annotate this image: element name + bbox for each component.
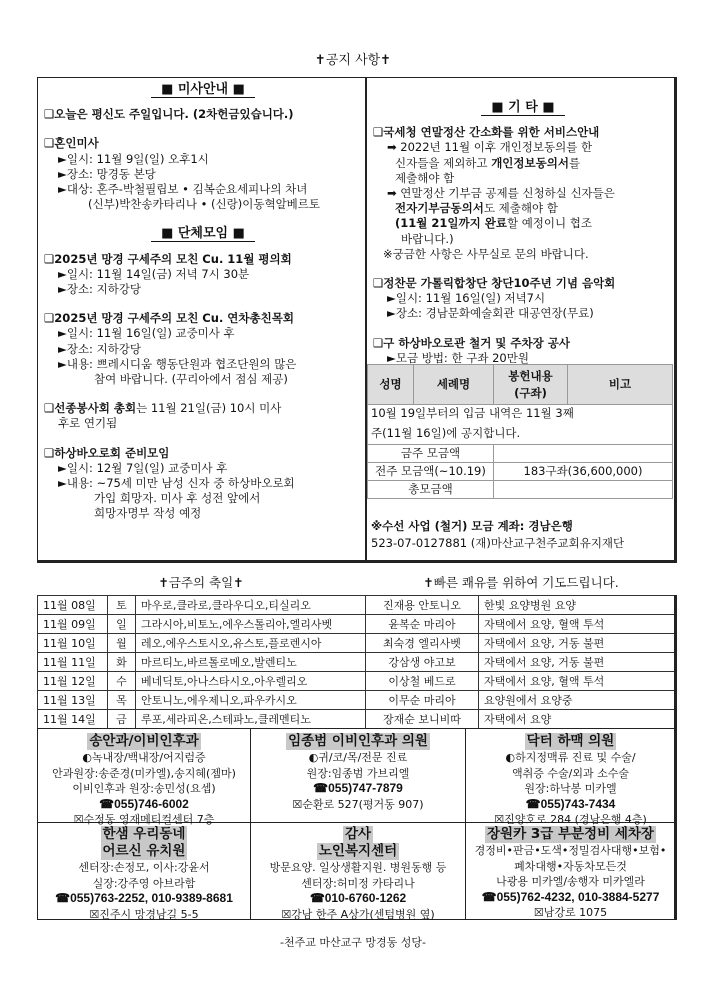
feast-date: 11월 12일 — [38, 672, 108, 691]
feast-saints: 안토니노,에우제니오,파우카시오 — [136, 691, 366, 710]
prayer-name: 이무순 마리아 — [366, 691, 479, 710]
ad-line: 원장:임종범 가브리엘 — [306, 766, 410, 780]
prayer-name: 최숙경 엘리사벳 — [366, 634, 479, 653]
ad-line: 폐차대행•자동차모든것 — [514, 859, 627, 873]
prayer-status: 자택에서 요양, 혈액 투석 — [479, 672, 676, 691]
ad-phone: ☎055)746-6002 — [99, 796, 189, 811]
ad-line: ◐귀/코/목/전문 진료 — [308, 751, 408, 764]
mass-heading: ■ 미사안내 ■ — [44, 82, 362, 97]
feast-row — [38, 615, 676, 634]
feast-row — [38, 596, 676, 615]
ad-line: 방문요양. 일상생활지원. 병원동행 등 — [269, 861, 447, 874]
feast-date: 11월 14일 — [38, 710, 108, 729]
prayer-status: 한빛 요양병원 요양 — [479, 596, 676, 615]
feast-day: 토 — [108, 596, 136, 615]
ad-address: ☒진주시 망경남길 5-5 — [89, 907, 199, 921]
feast-saints: 루포,세라피온,스테파노,클레멘티노 — [136, 710, 366, 729]
groups-heading: ■ 단체모임 ■ — [44, 226, 362, 241]
feast-row — [38, 691, 676, 710]
prayer-status: 자택에서 요양, 혈액 투석 — [479, 615, 676, 634]
feast-row — [38, 653, 676, 672]
ad-name: 닥터 하맥 의원 — [526, 733, 615, 749]
ad-address: ☒남강로 1075 — [533, 906, 608, 919]
ad-line: 센터장:손정모, 이사:강윤서 — [78, 861, 210, 874]
today-notice: ❑오늘은 평신도 주일입니다. (2차헌금있습니다.) — [44, 107, 294, 122]
ad-line: 이비인후과 원장:송민성(요셉) — [72, 782, 216, 795]
notice-box — [37, 77, 677, 563]
ad-name: 감사 — [344, 826, 372, 842]
feast-prayer-table — [37, 595, 677, 729]
ad-line: 실장:강주영 아브라함 — [92, 876, 196, 890]
feast-saints: 베네딕토,아나스타시오,아우렐리오 — [136, 672, 366, 691]
feast-date: 11월 10일 — [38, 634, 108, 653]
seonjong-notice: ❑선종봉사회 총회는 11월 21일(금) 10시 미사 후로 연기됨 — [44, 401, 282, 431]
ad-line: 안과원장:송준경(미카엘),송지혜(젬마) — [52, 766, 236, 780]
feast-day: 월 — [108, 634, 136, 653]
feast-day: 화 — [108, 653, 136, 672]
feast-date: 11월 13일 — [38, 691, 108, 710]
feast-row — [38, 672, 676, 691]
tax-notice: ❑국세청 연말정산 간소화를 위한 서비스안내 ➡ 2022년 11월 이후 개인정보동의를 한 신자들을 제외하고 개인정보동의서를 제출해야 함 ➡ 연말정산 기부금 공제를 신청하실 신자들은 전자기부금동의서도 제출해야 함 (11월 21일까지 완료할 예정이니 협조 바랍니다.) ※궁금한 사항은 사무실로 문의 바랍니다. — [373, 125, 615, 261]
feast-date: 11월 08일 — [38, 596, 108, 615]
prayer-name: 장재순 보니비따 — [366, 710, 479, 729]
ad-name: 임종범 이비인후과 의원 — [288, 733, 428, 749]
prayer-status: 자택에서 요양, 거동 불편 — [479, 653, 676, 672]
ad-card — [38, 729, 251, 826]
ad-address: ☒강남 한주 A상가(센텀병원 옆) — [281, 907, 435, 921]
page-title: ✝공지 사항✝ — [314, 53, 392, 68]
prayer-name: 윤복순 마리아 — [366, 615, 479, 634]
ad-name: 어르신 유치원 — [102, 843, 186, 859]
feast-date: 11월 11일 — [38, 653, 108, 672]
ad-card — [38, 822, 251, 919]
ad-line: ◐녹내장/백내장/어지럼증 — [82, 751, 206, 764]
ads-row-1 — [37, 728, 677, 826]
paul-meeting: ❑하상바오로회 준비모임 ►일시: 12월 7일(일) 교중미사 후 ►내용: ~75세 미만 남성 신자 중 하상바오로회 가입 희망자. 미사 후 성전 앞에서 희망자명부 작성 예정 — [44, 445, 295, 521]
prayer-title: ✝빠른 쾌유를 위하여 기도드립니다. — [423, 575, 619, 590]
wedding-mass: ❑혼인미사 ►일시: 11월 9일(일) 오후1시 ►장소: 망경동 본당 ►대상: 혼주-박철필립보 • 김복순요세피나의 차녀 (신부)박찬송카타리나 • (신랑)이동혁알베르토 — [44, 136, 321, 212]
feast-saints: 마우로,클라로,클라우디오,티실리오 — [136, 596, 366, 615]
ad-address: ☒수정동 영재메티컬센터 7층 — [73, 813, 215, 826]
ad-card — [466, 729, 675, 826]
ad-phone: ☎055)762-4232, 010-3884-5277 — [481, 889, 660, 904]
ad-phone: ☎055)743-7434 — [525, 796, 616, 811]
council-meeting: ❑2025년 망경 구세주의 모친 Cu. 11월 평의회 ►일시: 11월 14일(금) 저녁 7시 30분 ►장소: 지하강당 — [44, 251, 292, 297]
acies-meeting: ❑2025년 망경 구세주의 모친 Cu. 연차총친목회 ►일시: 11월 16일(일) 교중미사 후 ►장소: 지하강당 ►내용: 쁘레시디움 행동단원과 협조단원의 많은 참여 바랍니다. (꾸리아에서 점심 제공) — [44, 311, 297, 387]
prayer-status: 자택에서 요양 — [479, 710, 676, 729]
parking-notice: ❑구 하상바오로관 철거 및 주차장 공사 ►모금 방법: 한 구좌 20만원 — [373, 335, 570, 365]
ad-card — [466, 822, 675, 919]
ad-address: ☒진양호로 284 (경남은행 4층) — [494, 813, 647, 826]
ad-line: 원장:하낙봉 미카엘 — [524, 782, 617, 795]
prayer-status: 자택에서 요양, 거동 불편 — [479, 634, 676, 653]
feast-saints: 레오,에우스토시오,유스토,플로렌시아 — [136, 634, 366, 653]
feast-saints: 마르티노,바르톨로메오,발렌티노 — [136, 653, 366, 672]
feast-title: ✝금주의 축일✝ — [158, 575, 244, 590]
ad-phone: ☎055)763-2252, 010-9389-8681 — [55, 891, 233, 905]
prayer-name: 강삼생 야고보 — [366, 653, 479, 672]
donation-account: ※수선 사업 (철거) 모금 계좌: 경남은행 523-07-0127881 (재)마산교구천주교회유지재단 — [371, 519, 625, 550]
ad-name: 노인복지센터 — [318, 843, 398, 859]
feast-date: 11월 09일 — [38, 615, 108, 634]
etc-heading: ■ 기 타 ■ — [373, 100, 673, 115]
ad-phone: ☎010-6760-1262 — [309, 891, 407, 905]
ad-name: 한샘 우리동네 — [102, 826, 186, 842]
prayer-name: 진재용 안토니오 — [366, 596, 479, 615]
feast-row — [38, 634, 676, 653]
right-column — [371, 78, 673, 550]
ad-name: 송안과/이비인후과 — [89, 733, 199, 749]
feast-day: 금 — [108, 710, 136, 729]
prayer-name: 이상철 베드로 — [366, 672, 479, 691]
feast-day: 수 — [108, 672, 136, 691]
feast-day: 일 — [108, 615, 136, 634]
fund-table: 성명 세례명 봉헌내용 (구좌) 비고 10월 19일부터의 입금 내역은 11월 3째 주(11월 16일)에 공지합니다. 금주 모금액 전주 모금액(~10.19) 183구좌(36,600,000) 총모금액 — [367, 364, 673, 499]
ad-address: ☒순환로 527(평거동 907) — [292, 797, 424, 811]
feast-day: 목 — [108, 691, 136, 710]
left-column — [44, 78, 362, 536]
ad-name: 장원카 3급 부분정비 세차장 — [487, 826, 654, 842]
footer: -천주교 마산교구 망경동 성당- — [280, 936, 426, 949]
prayer-status: 요양원에서 요양중 — [479, 691, 676, 710]
concert-notice: ❑정찬문 가톨릭합창단 창단10주년 기념 음악회 ►일시: 11월 16일(일) 저녁7시 ►장소: 경남문화예술회관 대공연장(무료) — [373, 276, 616, 321]
feast-row — [38, 710, 676, 729]
ads-row-2 — [37, 822, 677, 920]
ad-line: 액취증 수술/외과 소수술 — [512, 766, 629, 780]
feast-saints: 그라시아,비토노,에우스톨리아,엘리사벳 — [136, 615, 366, 634]
ad-line: ◐하지정맥류 진료 및 수술/ — [505, 751, 636, 764]
ad-line: 센터장:허미정 카타리나 — [301, 876, 415, 890]
ad-card — [251, 729, 466, 822]
ad-line: 경정비•판금•도색•정밀검사대행•보험• — [474, 844, 667, 857]
ad-card — [251, 822, 466, 919]
ad-line: 나광용 미카엘/송행자 미카엘라 — [496, 875, 645, 888]
ad-phone: ☎055)747-7879 — [313, 781, 403, 795]
